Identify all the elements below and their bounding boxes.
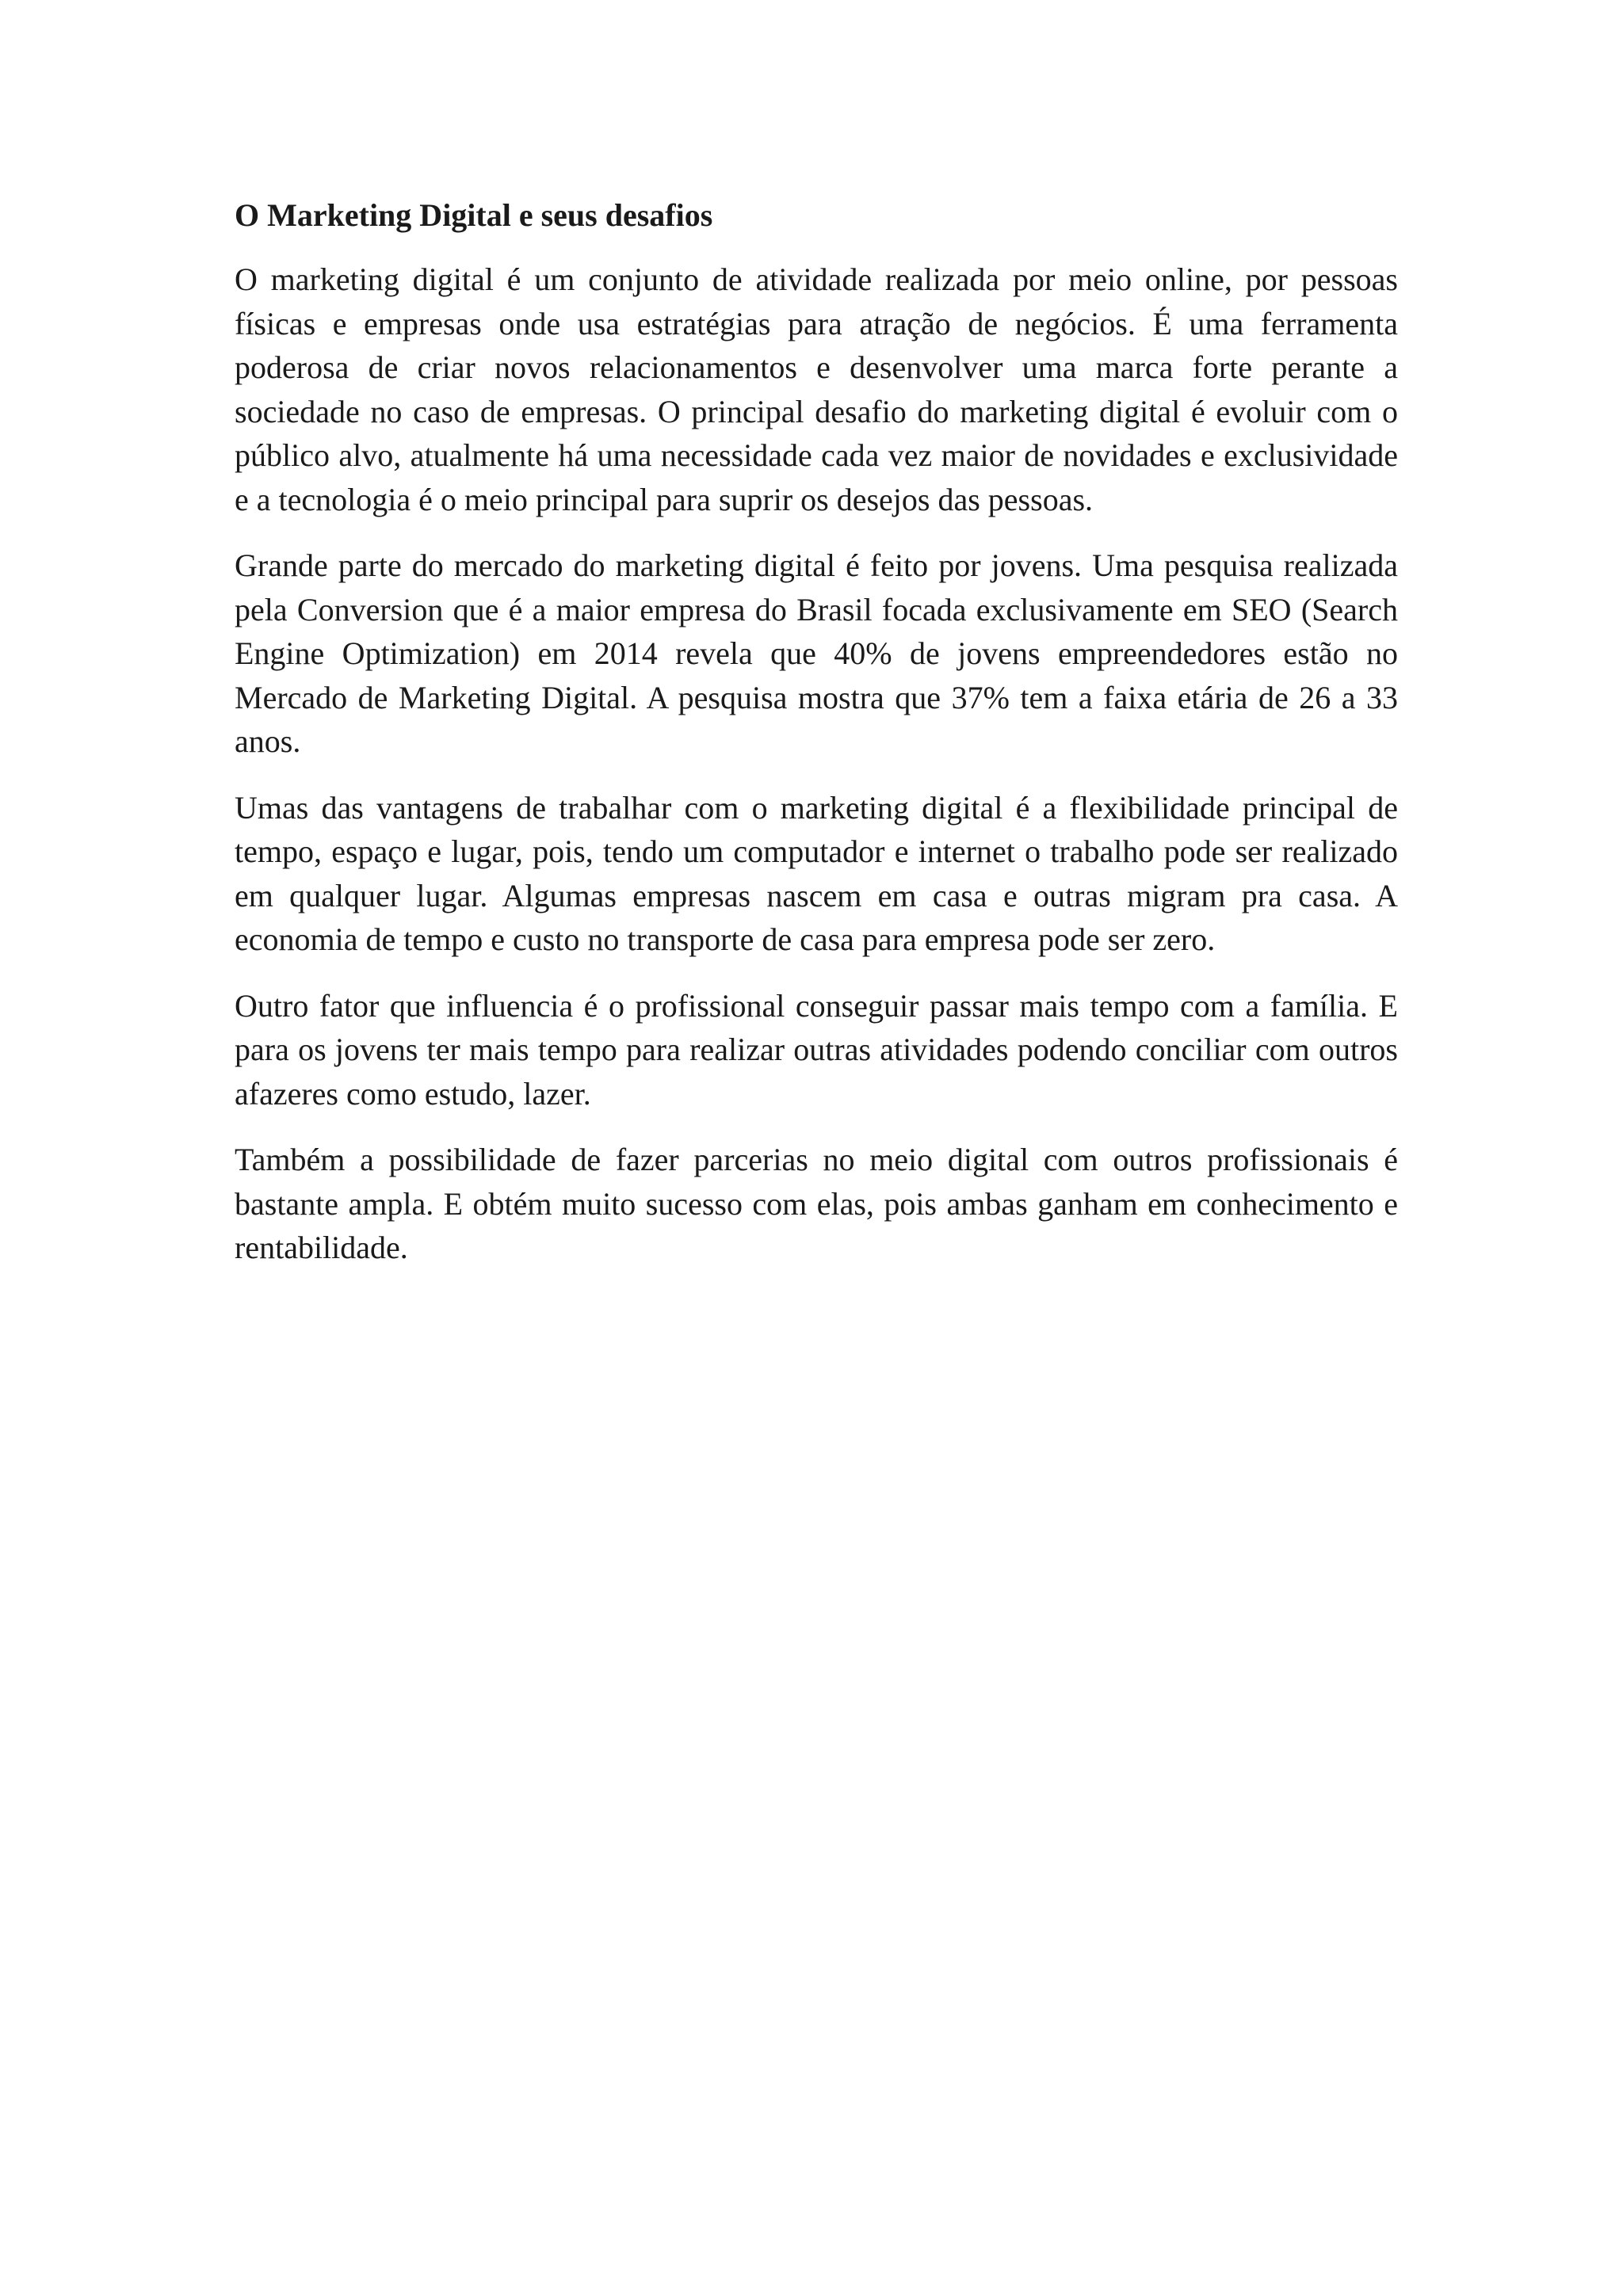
paragraph-market-research: Grande parte do mercado do marketing digital é feito por jovens. Uma pesquisa realizada pela Conversion que é a maior empresa do Brasil focada exclusivamente em SEO (Search Engine Optimization) em 2014 revela que 40% de jovens empreendedores estão no Mercado de Marketing Digital. A pesquisa mostra que 37% tem a faixa etária de 26 a 33 anos. — [235, 547, 1398, 759]
paragraph-family-time: Outro fator que influencia é o profissional conseguir passar mais tempo com a família. E para os jovens ter mais tempo para realizar outras atividades podendo conciliar com outros afazeres como estudo, lazer. — [235, 987, 1398, 1112]
paragraph-partnerships: Também a possibilidade de fazer parcerias no meio digital com outros profissionais é bastante ampla. E obtém muito sucesso com elas, pois ambas ganham em conhecimento e rentabilidade. — [235, 1142, 1398, 1265]
paragraph-definition: O marketing digital é um conjunto de atividade realizada por meio online, por pessoas físicas e empresas onde usa estratégias para atração de negócios. É uma ferramenta poderosa de criar novos relacionamentos e desenvolver uma marca forte perante a sociedade no caso de empresas. O principal desafio do marketing digital é evoluir com o público alvo, atualmente há uma necessidade cada vez maior de novidades e exclusividade e a tecnologia é o meio principal para suprir os desejos das pessoas. — [235, 261, 1398, 517]
document-title: O Marketing Digital e seus desafios — [235, 197, 713, 233]
paragraph-flexibility: Umas das vantagens de trabalhar com o marketing digital é a flexibilidade principal de tempo, espaço e lugar, pois, tendo um computador e internet o trabalho pode ser realizado em qualquer lugar. Algumas empresas nascem em casa e outras migram pra casa. A economia de tempo e custo no transporte de casa para empresa pode ser zero. — [235, 789, 1398, 957]
document-body — [235, 193, 1398, 1292]
